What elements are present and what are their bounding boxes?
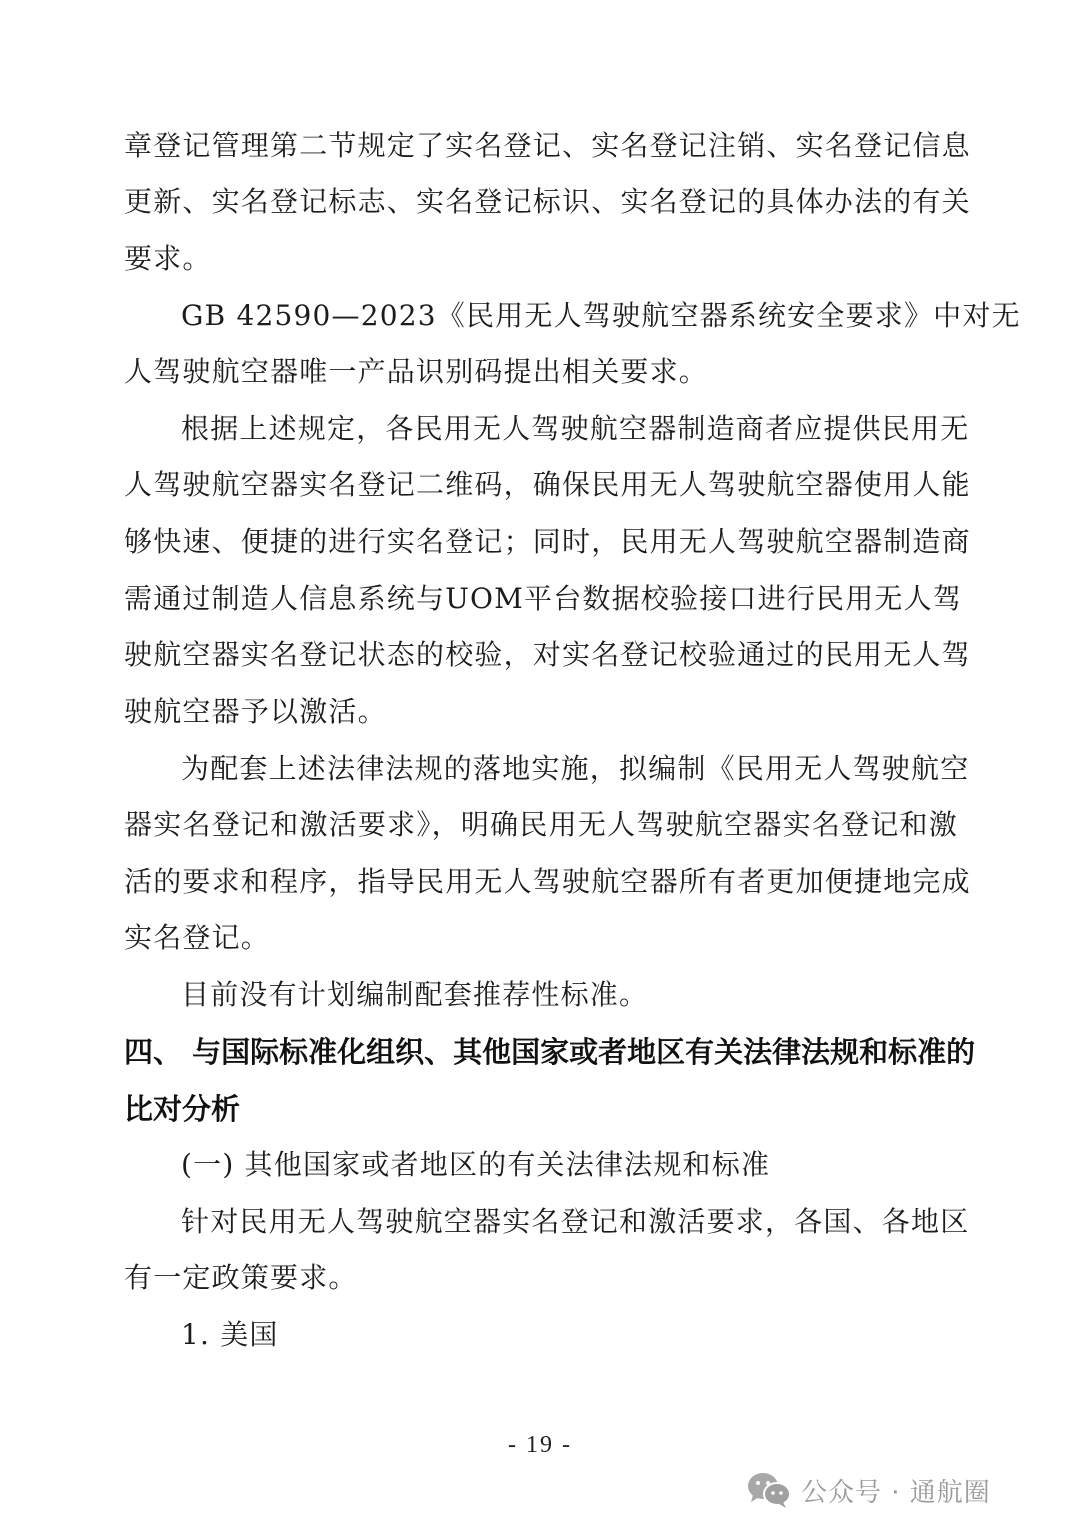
body-text-line: 器实名登记和激活要求》，明确民用无人驾驶航空器实名登记和激 — [124, 808, 958, 841]
body-text-line: 有一定政策要求。 — [124, 1261, 358, 1294]
body-text-line: 驶航空器实名登记状态的校验，对实名登记校验通过的民用无人驾 — [124, 638, 971, 671]
body-text-line: 为配套上述法律法规的落地实施，拟编制《民用无人驾驶航空 — [181, 752, 970, 785]
body-text-line: GB 42590—2023《民用无人驾驶航空器系统安全要求》中对无 — [181, 299, 1021, 332]
body-text-line: 活的要求和程序，指导民用无人驾驶航空器所有者更加便捷地完成 — [124, 865, 971, 898]
subsection-heading: (一) 其他国家或者地区的有关法律法规和标准 — [181, 1148, 771, 1181]
body-text-line: 要求。 — [124, 242, 212, 275]
body-text-line: 够快速、便捷的进行实名登记；同时，民用无人驾驶航空器制造商 — [124, 525, 971, 558]
body-text-line: 更新、实名登记标志、实名登记标识、实名登记的具体办法的有关 — [124, 185, 971, 218]
body-text-line: 章登记管理第二节规定了实名登记、实名登记注销、实名登记信息 — [124, 129, 971, 162]
body-text-line: 驶航空器予以激活。 — [124, 695, 387, 728]
body-text-line: 人驾驶航空器实名登记二维码，确保民用无人驾驶航空器使用人能 — [124, 468, 971, 501]
body-text-line: 人驾驶航空器唯一产品识别码提出相关要求。 — [124, 355, 709, 388]
page-number: - 19 - — [508, 1432, 572, 1458]
list-item-heading: 1. 美国 — [181, 1318, 279, 1351]
body-text-line: 目前没有计划编制配套推荐性标准。 — [181, 978, 649, 1011]
watermark — [745, 1470, 991, 1510]
body-text-line: 针对民用无人驾驶航空器实名登记和激活要求，各国、各地区 — [181, 1205, 970, 1238]
body-text-line: 根据上述规定，各民用无人驾驶航空器制造商者应提供民用无 — [181, 412, 970, 445]
wechat-icon — [745, 1470, 793, 1510]
body-text-line: 实名登记。 — [124, 921, 271, 954]
body-text-line: 需通过制造人信息系统与UOM平台数据校验接口进行民用无人驾 — [124, 582, 963, 615]
section-heading-continued: 比对分析 — [124, 1092, 241, 1126]
watermark-label: 公众号 · 通航圈 — [801, 1477, 991, 1508]
section-heading: 四、 与国际标准化组织、其他国家或者地区有关法律法规和标准的 — [124, 1035, 976, 1069]
